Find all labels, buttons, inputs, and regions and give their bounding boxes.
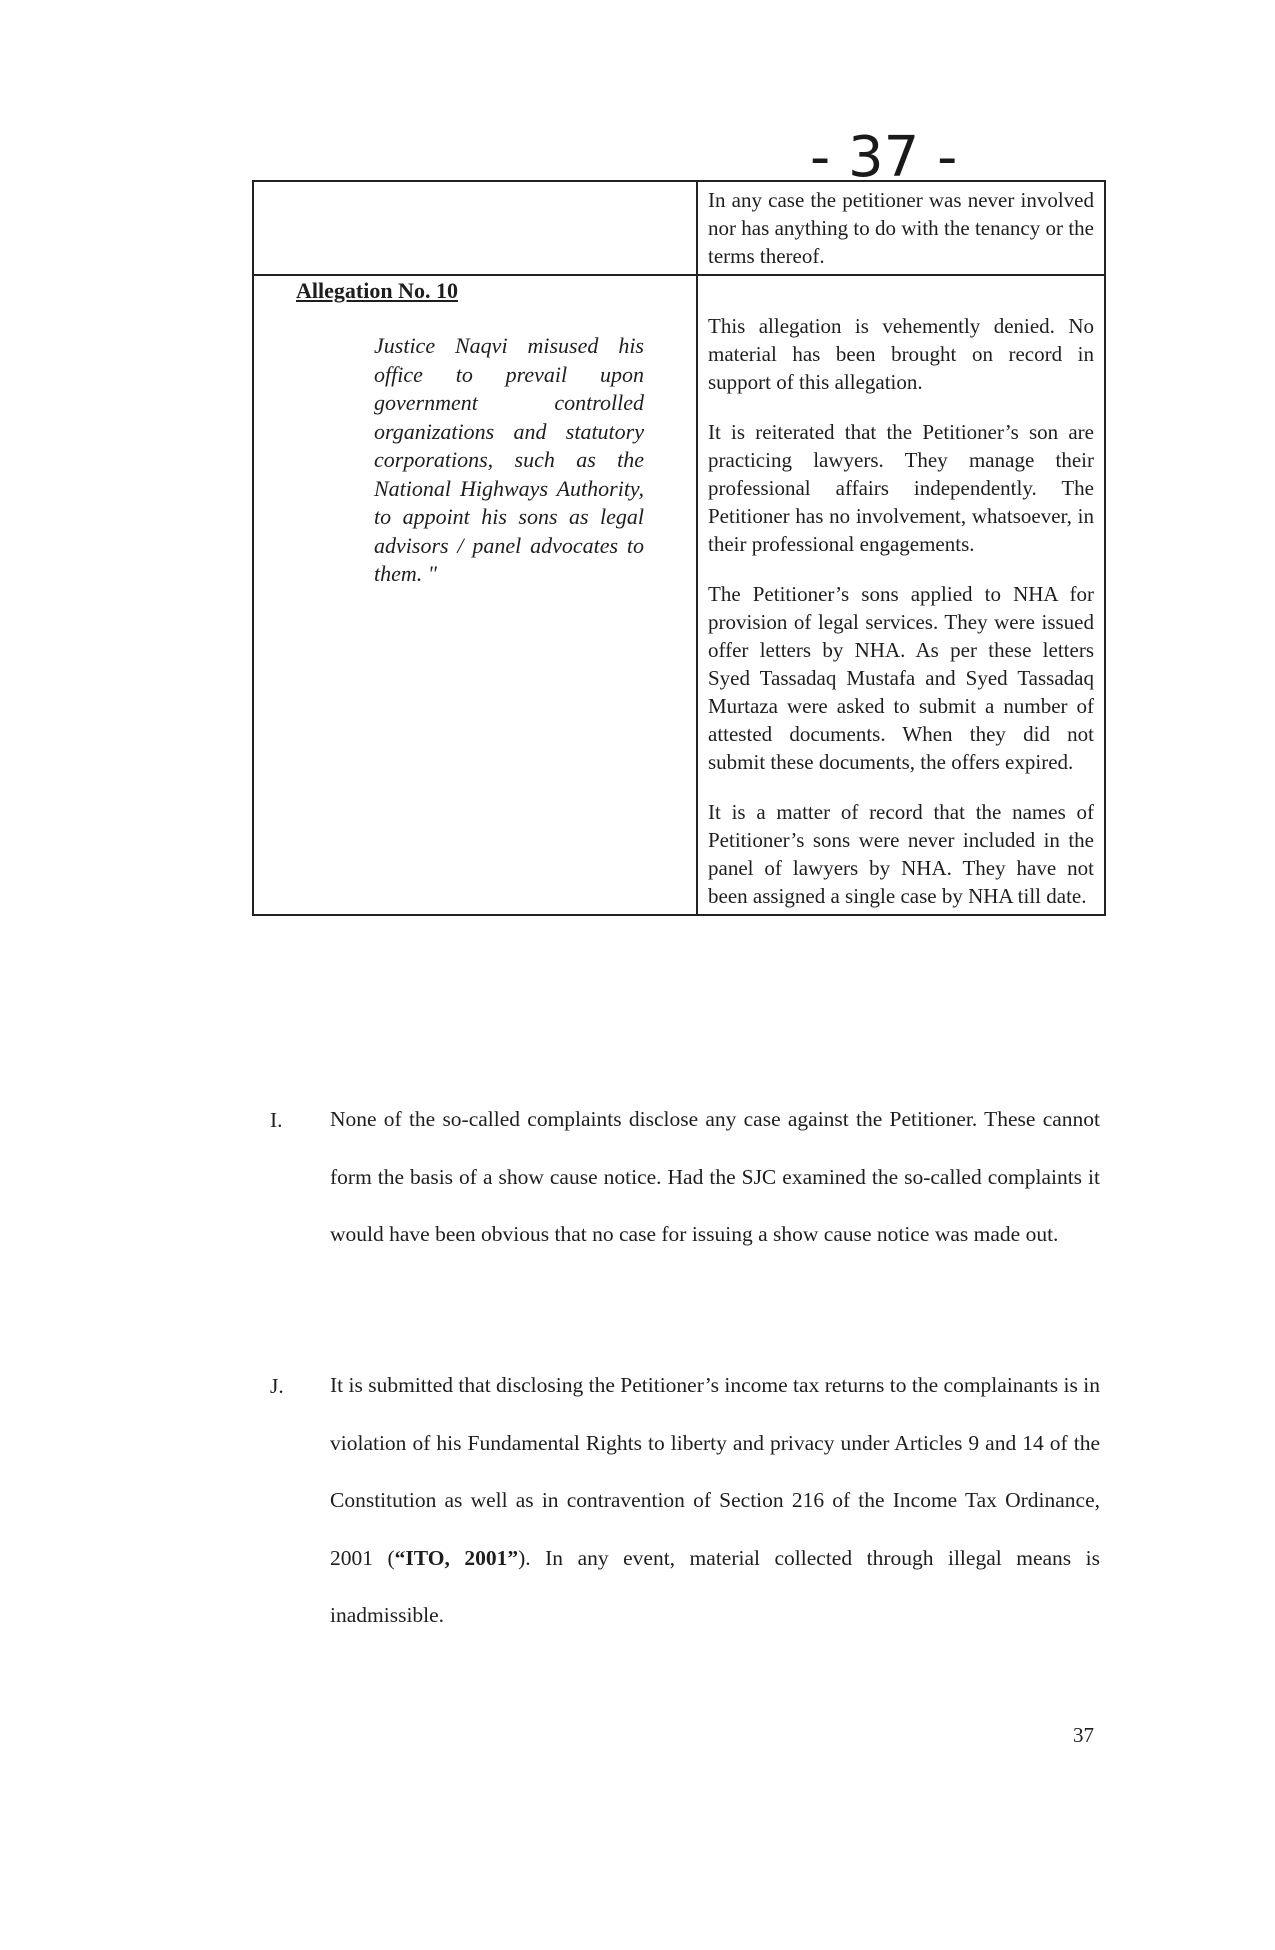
paragraph-label: J.: [270, 1374, 284, 1398]
response-paragraph: The Petitioner’s sons applied to NHA for provision of legal services. They were issued offer letters by NHA. As per these letters Syed Tassadaq Mustafa and Syed Tassadaq Murtaza were asked to submit a number of attested documents. When they did not submit these documents, the offers expired.: [708, 582, 1094, 774]
paragraph-text: None of the so-called complaints disclose any case against the Petitioner. These cannot form the basis of a show cause notice. Had the SJC examined the so-called complaints it would have been obvious that no case for issuing a show cause notice was made out.: [330, 1107, 1100, 1246]
response-paragraph: It is a matter of record that the names of Petitioner’s sons were never included in the panel of lawyers by NHA. They have not been assigned a single case by NHA till date.: [708, 800, 1094, 908]
page-number: 37: [1073, 1723, 1094, 1747]
table-row-continuation: [253, 181, 1105, 275]
table-row-allegation-10: [253, 275, 1105, 915]
defined-term-ito: “ITO, 2001”: [394, 1545, 519, 1570]
paragraph-text-part: It is submitted that disclosing the Petitioner’s income tax returns to the complainants is in violation of his Fundamental Rights to liberty and privacy under Articles 9 and 14 of the Constitution as well as in contravention of Section 216 of the Income Tax Ordinance, 2001 (: [330, 1373, 1100, 1570]
allegation-heading: Allegation No. 10: [296, 278, 458, 303]
continuation-cell: [697, 181, 1105, 275]
response-paragraph: This allegation is vehemently denied. No material has been brought on record in support of this allegation.: [708, 314, 1094, 394]
paragraph-label: I.: [270, 1108, 283, 1132]
allegation-table: [252, 180, 1106, 916]
response-cell: [697, 275, 1105, 915]
response-paragraph: It is reiterated that the Petitioner’s son are practicing lawyers. They manage their professional affairs independently. The Petitioner has no involvement, whatsoever, in their professional engagements.: [708, 420, 1094, 556]
allegation-text: Justice Naqvi misused his office to prevail upon government controlled organizations and statutory corporations, such as the National Highways Authority, to appoint his sons as legal advisors / panel advocates to them. ": [374, 333, 644, 586]
paragraph-text: [330, 1357, 1100, 1645]
paragraph-text-part: ). In any event, material collected through illegal means is inadmissible.: [330, 1545, 1100, 1627]
empty-left-cell: [253, 181, 697, 275]
allegation-cell: [253, 275, 697, 915]
handwritten-page-mark-text: - 37 -: [810, 125, 958, 190]
continuation-text: In any case the petitioner was never involved nor has anything to do with the tenancy or the terms thereof.: [708, 188, 1094, 268]
